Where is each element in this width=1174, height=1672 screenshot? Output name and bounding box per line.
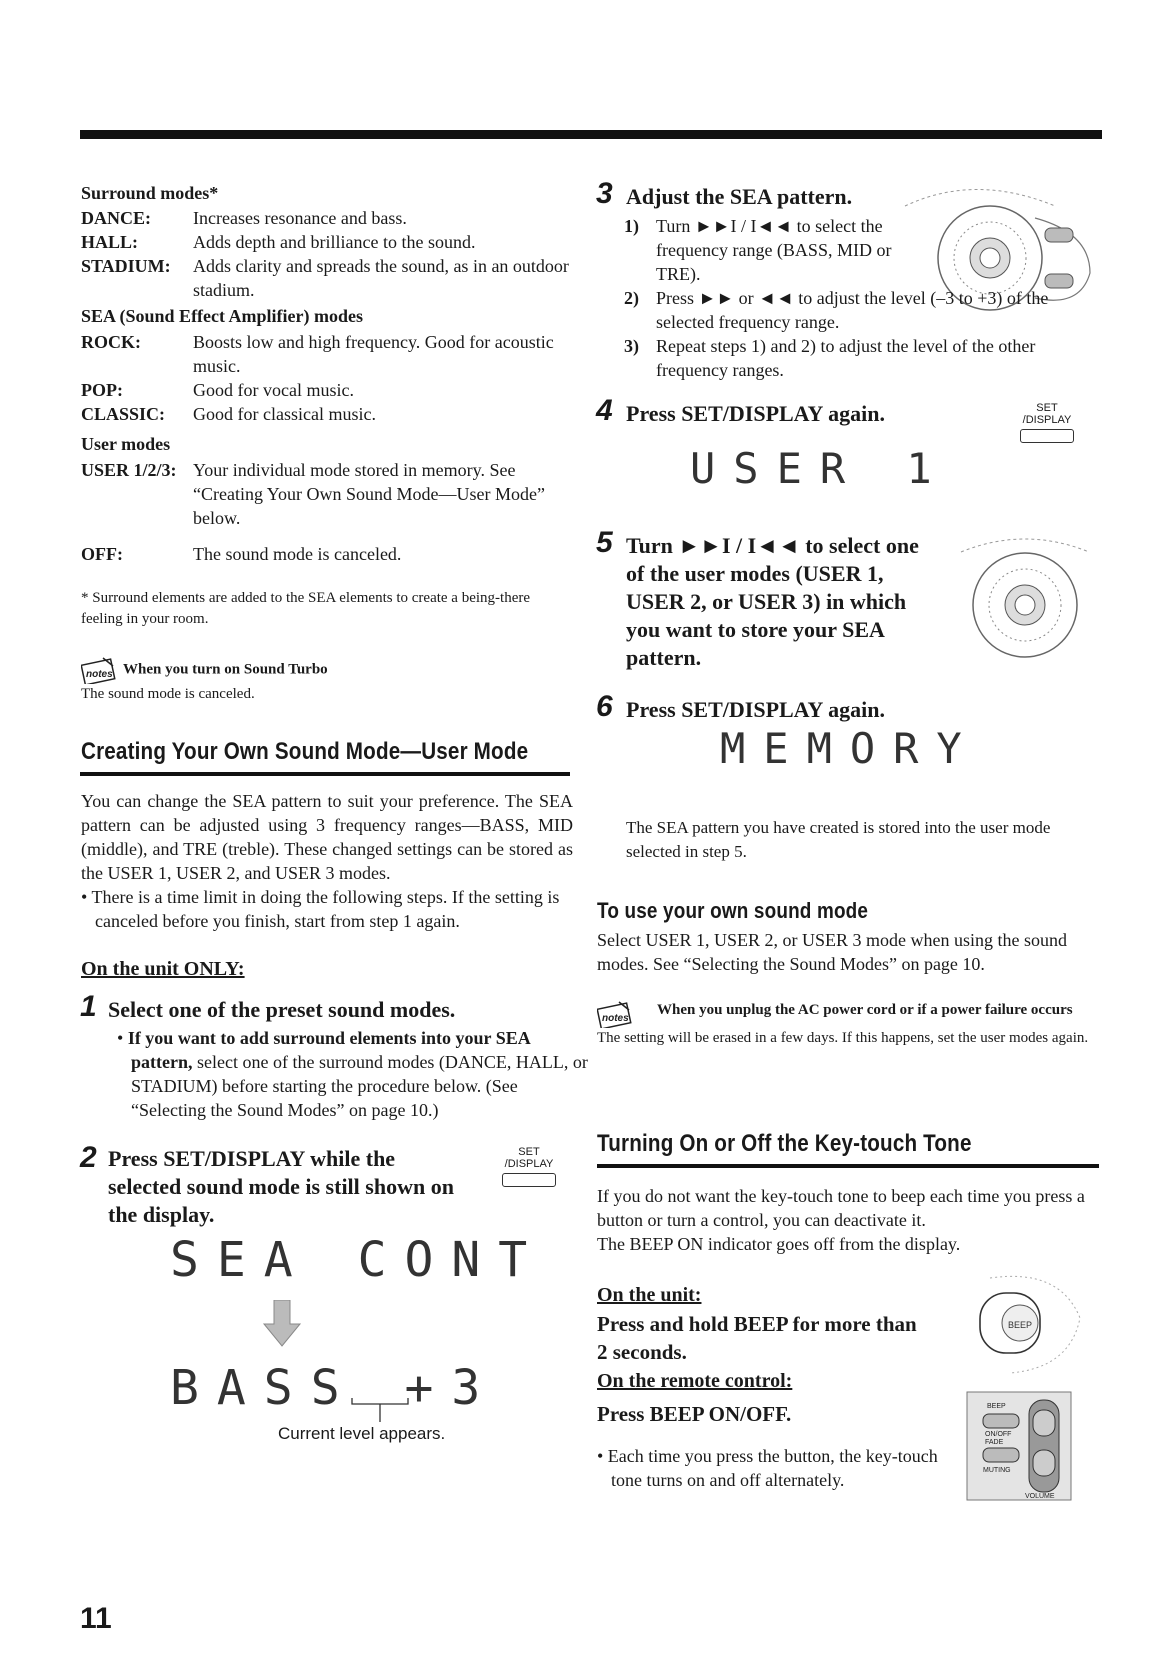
svg-text:notes: notes xyxy=(86,669,113,680)
beep-button-icon xyxy=(970,1268,1090,1378)
notes-icon xyxy=(81,656,119,684)
note2-title: When you unplug the AC power cord or if a power failure occurs xyxy=(657,1002,1073,1018)
step1-bullet: • If you want to add surround elements into your SEA pattern, select one of the surround modes (DANCE, HALL, or STADIUM) before starting the procedure below. (See “Selecting the Sound Modes” on page 10.) xyxy=(117,1028,588,1120)
use-heading: To use your own sound mode xyxy=(597,898,869,923)
time-limit-bullet: • There is a time limit in doing the following steps. If the setting is canceled before you finish, start from step 1 again. xyxy=(81,887,560,931)
on-remote: On the remote control: xyxy=(597,1370,793,1392)
step3-item: 2) Press ►► or ◄◄ to adjust the level (–3 to +3) of the selected frequency range. xyxy=(624,288,1049,332)
caption-bracket xyxy=(350,1398,410,1422)
arrow-down-icon xyxy=(262,1300,302,1348)
display-bass: BASS +3 xyxy=(170,1360,499,1416)
tone-line2: The BEEP ON indicator goes off from the display. xyxy=(597,1234,961,1254)
svg-text:notes: notes xyxy=(602,1013,629,1024)
step4-title: Press SET/DISPLAY again. xyxy=(626,401,885,426)
display-user1: USER 1 xyxy=(690,444,950,493)
note2-text: The setting will be erased in a few days. If this happens, set the user modes again. xyxy=(597,1030,1089,1046)
section2-title: Turning On or Off the Key-touch Tone xyxy=(597,1130,972,1157)
sea-heading: SEA (Sound Effect Amplifier) modes xyxy=(81,306,364,326)
step3-item: 1) Turn ►►I / I◄◄ to select the frequency range (BASS, MID or TRE). xyxy=(624,216,892,284)
section-title: Creating Your Own Sound Mode—User Mode xyxy=(81,738,529,765)
tone-intro: If you do not want the key-touch tone to beep each time you press a button or turn a control, you can deactivate it. xyxy=(597,1186,1085,1230)
step5-title: Turn ►►I / I◄◄ to select one of the user modes (USER 1, USER 2, or USER 3) in which you want to store your SEA pattern. xyxy=(626,533,919,670)
svg-text:MUTING: MUTING xyxy=(983,1467,1011,1474)
note-power xyxy=(597,1000,1097,1049)
mode-row: OFF: The sound mode is canceled. xyxy=(81,544,402,564)
section2-rule xyxy=(597,1164,1099,1168)
notes-icon xyxy=(597,1000,635,1028)
note-sound-turbo xyxy=(81,656,551,705)
mode-row: HALL: Adds depth and brilliance to the sound. xyxy=(81,232,476,252)
svg-text:BEEP: BEEP xyxy=(987,1403,1006,1410)
svg-text:FADE: FADE xyxy=(985,1439,1004,1446)
note-title: When you turn on Sound Turbo xyxy=(123,661,328,678)
remote-control-icon xyxy=(965,1390,1075,1502)
step3-title: Adjust the SEA pattern. xyxy=(626,184,853,209)
step1-number: 1 xyxy=(80,990,97,1023)
set-display-button: SET /DISPLAY xyxy=(1012,402,1082,443)
top-rule xyxy=(80,130,1102,139)
mode-row: CLASSIC: Good for classical music. xyxy=(81,404,376,424)
tone-bullet: • Each time you press the button, the key-touch tone turns on and off alternately. xyxy=(597,1446,938,1490)
user-heading: User modes xyxy=(81,434,171,454)
step4-number: 4 xyxy=(596,394,613,427)
step3-item: 3) Repeat steps 1) and 2) to adjust the level of the other frequency ranges. xyxy=(624,336,1036,380)
intro-text: You can change the SEA pattern to suit your preference. The SEA pattern can be adjusted using 3 frequency ranges—BASS, MID (middle), and TRE (treble). These changed settings can be stored as the USER 1, USER 2, and USER 3 modes. xyxy=(81,791,573,883)
step1-title: Select one of the preset sound modes. xyxy=(108,997,456,1022)
press-hold: Press and hold BEEP for more than 2 seconds. xyxy=(597,1312,917,1364)
display-sea-cont: SEA CONT xyxy=(170,1232,546,1288)
on-unit: On the unit: xyxy=(597,1284,702,1306)
step3-number: 3 xyxy=(596,177,613,210)
multi-control-dial-icon xyxy=(955,530,1095,660)
surround-heading: Surround modes* xyxy=(81,183,219,203)
svg-text:ON/OFF: ON/OFF xyxy=(985,1431,1012,1438)
step2-title: Press SET/DISPLAY while the selected sound mode is still shown on the display. xyxy=(108,1146,454,1227)
section-rule xyxy=(80,772,570,776)
display-memory: MEMORY xyxy=(720,724,980,773)
use-text: Select USER 1, USER 2, or USER 3 mode when using the sound modes. See “Selecting the Sound Modes” on page 10. xyxy=(597,930,1067,974)
mode-row: DANCE: Increases resonance and bass. xyxy=(81,208,407,228)
mode-row: ROCK: Boosts low and high frequency. Good for acoustic music. xyxy=(81,332,554,376)
page-number: 11 xyxy=(80,1602,112,1635)
stored-text: The SEA pattern you have created is stored into the user mode selected in step 5. xyxy=(626,818,1051,861)
step6-title: Press SET/DISPLAY again. xyxy=(626,697,885,722)
step6-number: 6 xyxy=(596,690,613,723)
footnote: * Surround elements are added to the SEA elements to create a being-there feeling in your room. xyxy=(81,590,531,627)
press-beep: Press BEEP ON/OFF. xyxy=(597,1402,792,1426)
caption: Current level appears. xyxy=(278,1424,446,1443)
step2-number: 2 xyxy=(80,1141,97,1174)
mode-row: USER 1/2/3: Your individual mode stored in memory. See “Creating Your Own Sound Mode—User Mode” below. xyxy=(81,460,545,528)
mode-row: STADIUM: Adds clarity and spreads the sound, as in an outdoor stadium. xyxy=(81,256,569,300)
note-text: The sound mode is canceled. xyxy=(81,686,255,702)
svg-text:BEEP: BEEP xyxy=(1008,1320,1033,1330)
mode-row: POP: Good for vocal music. xyxy=(81,380,354,400)
on-unit-only: On the unit ONLY: xyxy=(81,958,245,980)
svg-text:VOLUME: VOLUME xyxy=(1025,1493,1055,1500)
step5-number: 5 xyxy=(596,526,613,559)
set-display-button: SET /DISPLAY xyxy=(494,1146,564,1187)
